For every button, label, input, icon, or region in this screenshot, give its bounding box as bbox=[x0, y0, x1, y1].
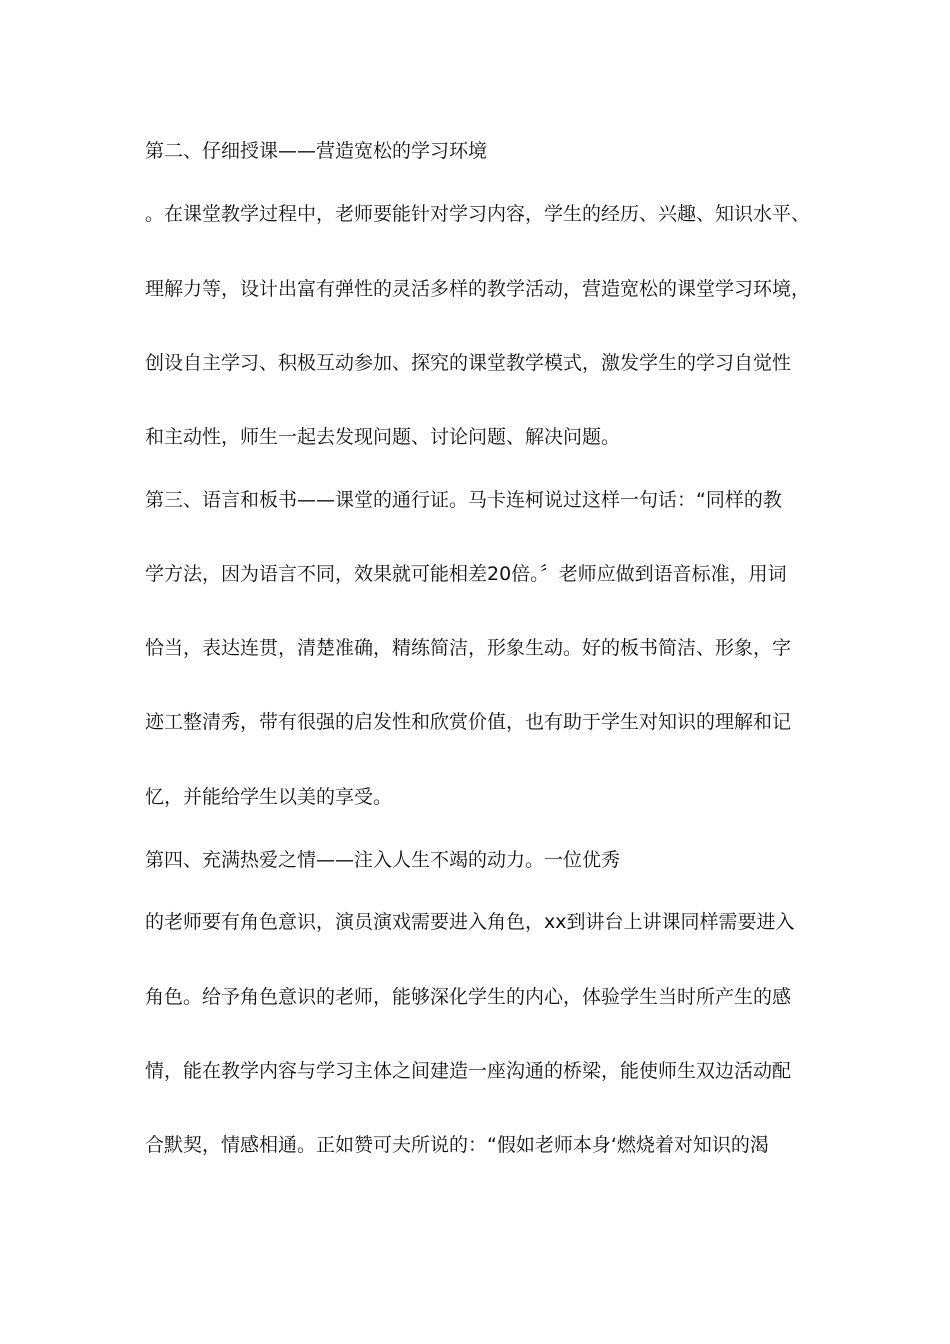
section-heading-4: 第四、充满热爱之情——注入人生不竭的动力。一位优秀 bbox=[145, 849, 621, 871]
paragraph-line: 角色。给予角色意识的老师，能够深化学生的内心，体验学生当时所产生的感 bbox=[145, 986, 792, 1008]
paragraph-line: 理解力等，设计出富有弹性的灵活多样的教学活动，营造宽松的课堂学习环境， bbox=[145, 278, 811, 300]
paragraph-line: 迹工整清秀，带有很强的启发性和欣赏价值，也有助于学生对知识的理解和记 bbox=[145, 711, 792, 733]
paragraph-line: 和主动性，师生一起去发现问题、讨论问题、解决问题。 bbox=[145, 426, 621, 448]
section-heading-3: 第三、语言和板书——课堂的通行证。马卡连柯说过这样一句话：“同样的教 bbox=[145, 489, 782, 511]
paragraph-line: 的老师要有角色意识，演员演戏需要进入角色，xx到讲台上讲课同样需要进入 bbox=[145, 911, 795, 933]
section-heading-2: 第二、仔细授课——营造宽松的学习环境 bbox=[145, 140, 488, 162]
paragraph-line: 忆，并能给学生以美的享受。 bbox=[145, 786, 393, 808]
paragraph-line: 恰当，表达连贯，清楚准确，精练简洁，形象生动。好的板书简洁、形象，字 bbox=[145, 637, 792, 659]
paragraph-line: 学方法，因为语言不同，效果就可能相差20倍。〞老师应做到语音标准，用词 bbox=[145, 563, 787, 585]
paragraph-line: 情，能在教学内容与学习主体之间建造一座沟通的桥梁，能使师生双边活动配 bbox=[145, 1060, 792, 1082]
paragraph-line: 。在课堂教学过程中，老师要能针对学习内容，学生的经历、兴趣、知识水平、 bbox=[145, 203, 811, 225]
paragraph-line: 创设自主学习、积极互动参加、探究的课堂教学模式，激发学生的学习自觉性 bbox=[145, 352, 792, 374]
paragraph-line: 合默契，情感相通。正如赞可夫所说的：“假如老师本身‘燃烧着对知识的渴 bbox=[145, 1134, 769, 1156]
